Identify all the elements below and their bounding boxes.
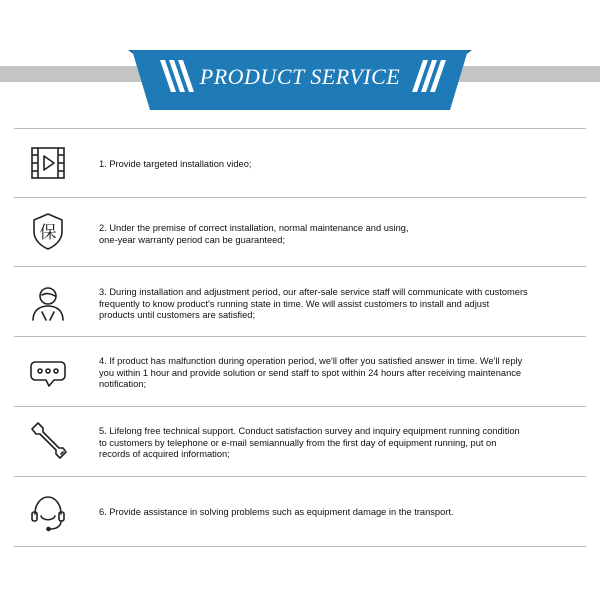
- video-icon: [28, 143, 68, 183]
- staff-person-icon: [28, 283, 68, 323]
- divider: [14, 546, 586, 547]
- service-item-transport: [14, 477, 586, 546]
- service-text: 2. Under the premise of correct installation, normal maintenance and using, one-year warranty period can be guaranteed;: [99, 223, 409, 245]
- svg-text:保: 保: [39, 223, 57, 243]
- shield-guarantee-icon: [28, 211, 68, 251]
- chat-bubble-icon: [28, 352, 68, 392]
- service-item-video: [14, 129, 586, 197]
- service-item-warranty: [14, 198, 586, 266]
- service-item-staff: [14, 267, 586, 336]
- service-item-response: [14, 337, 586, 406]
- page-title: PRODUCT SERVICE: [199, 64, 401, 89]
- wrench-icon: [28, 421, 68, 461]
- service-text: 3. During installation and adjustment period, our after-sale service staff will communicate with customers frequently to know product's running state in time. We will assist customers to install and adjust products until customers are satisfied;: [99, 287, 528, 320]
- service-text: 4. If product has malfunction during operation period, we'll offer you satisfied answer in time. We'll reply you within 1 hour and provide solution or send staff to spot within 24 hours after receiving maintenance notification;: [99, 356, 523, 389]
- service-text: 1. Provide targeted installation video;: [99, 159, 252, 169]
- service-text: 5. Lifelong free technical support. Conduct satisfaction survey and inquiry equipment running condition to customers by telephone or e-mail semiannually from the first day of equipment running, put on records of acquired information;: [99, 426, 520, 459]
- service-text: 6. Provide assistance in solving problems such as equipment damage in the transport.: [99, 507, 454, 517]
- service-item-support: [14, 407, 586, 476]
- headset-icon: [28, 492, 68, 532]
